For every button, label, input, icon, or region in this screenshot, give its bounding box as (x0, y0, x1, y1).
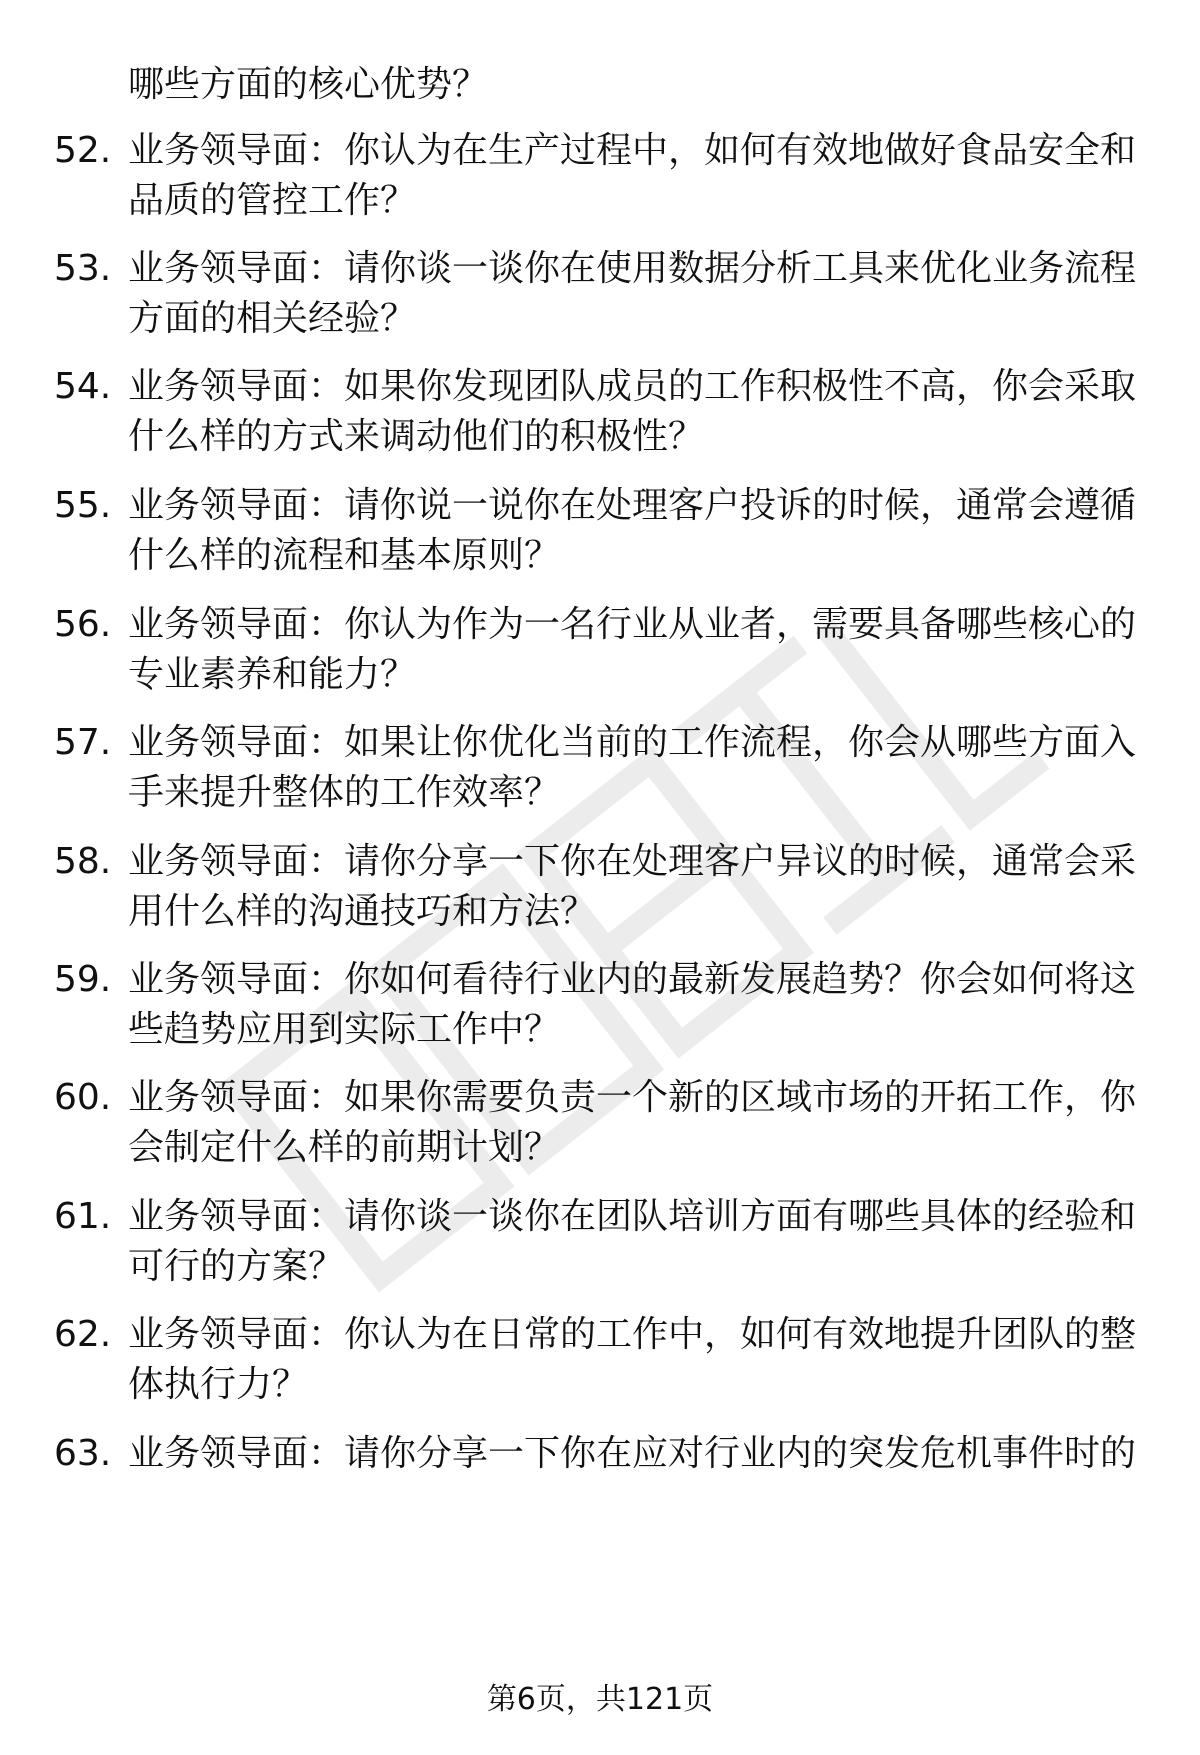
question-text-line: 业务领导面：请你说一说你在处理客户投诉的时候，通常会遵循 (128, 485, 1137, 526)
question-text-line: 什么样的方式来调动他们的积极性？ (128, 416, 705, 457)
question-text-line: 业务领导面：请你分享一下你在处理客户异议的时候，通常会采 (128, 841, 1137, 882)
question-number: 63. (54, 1433, 112, 1474)
question-item (0, 718, 1200, 828)
continuation-text: 哪些方面的核心优势？ (128, 64, 489, 105)
question-number: 59. (54, 959, 112, 1000)
question-text-line: 业务领导面：请你分享一下你在应对行业内的突发危机事件时的 (128, 1433, 1137, 1474)
question-text-line: 业务领导面：如果让你优化当前的工作流程，你会从哪些方面入 (128, 722, 1137, 763)
question-item (0, 837, 1200, 947)
question-number: 54. (54, 366, 112, 407)
question-item (0, 481, 1200, 591)
question-text-line: 些趋势应用到实际工作中？ (128, 1009, 561, 1050)
question-item (0, 362, 1200, 472)
question-item (0, 1547, 1200, 1657)
question-text-line: 会制定什么样的前期计划？ (128, 1127, 561, 1168)
question-number: 57. (54, 722, 112, 763)
page-footer: 第6页，共121页 (486, 1682, 714, 1717)
question-text-line: 手来提升整体的工作效率？ (128, 772, 561, 813)
question-number: 55. (54, 485, 112, 526)
question-text-line: 方面的相关经验？ (128, 298, 417, 339)
question-item (0, 600, 1200, 710)
question-number: 56. (54, 604, 112, 645)
question-text-line: 专业素养和能力？ (128, 654, 417, 695)
question-item (0, 244, 1200, 354)
question-text-line: 业务领导面：如果你发现团队成员的工作积极性不高，你会采取 (128, 366, 1137, 407)
question-item (0, 1310, 1200, 1420)
question-text-line: 业务领导面：如果你需要负责一个新的区域市场的开拓工作，你 (128, 1077, 1137, 1118)
question-item (0, 1073, 1200, 1183)
question-item (0, 1429, 1200, 1539)
question-text-line: 业务领导面：请你谈一谈你在团队培训方面有哪些具体的经验和 (128, 1196, 1137, 1237)
question-text-line: 体执行力？ (128, 1364, 309, 1405)
question-text-line: 业务领导面：你认为在日常的工作中，如何有效地提升团队的整 (128, 1314, 1137, 1355)
question-text-line: 可行的方案？ (128, 1246, 345, 1287)
question-item (0, 955, 1200, 1065)
question-number: 52. (54, 130, 112, 171)
question-text-line: 品质的管控工作？ (128, 180, 417, 221)
question-text-line: 什么样的流程和基本原则？ (128, 535, 561, 576)
question-text-line: 业务领导面：你认为在生产过程中，如何有效地做好食品安全和 (128, 130, 1137, 171)
question-text-line: 业务领导面：请你谈一谈你在使用数据分析工具来优化业务流程 (128, 248, 1137, 289)
question-item (0, 126, 1200, 236)
question-text-line: 业务领导面：你如何看待行业内的最新发展趋势？你会如何将这 (128, 959, 1137, 1000)
question-text-line: 用什么样的沟通技巧和方法？ (128, 891, 597, 932)
question-number: 53. (54, 248, 112, 289)
question-number: 60. (54, 1077, 112, 1118)
question-number: 62. (54, 1314, 112, 1355)
question-number: 58. (54, 841, 112, 882)
question-number: 61. (54, 1196, 112, 1237)
question-item (0, 1192, 1200, 1302)
question-text-line: 业务领导面：你认为作为一名行业从业者，需要具备哪些核心的 (128, 604, 1137, 645)
